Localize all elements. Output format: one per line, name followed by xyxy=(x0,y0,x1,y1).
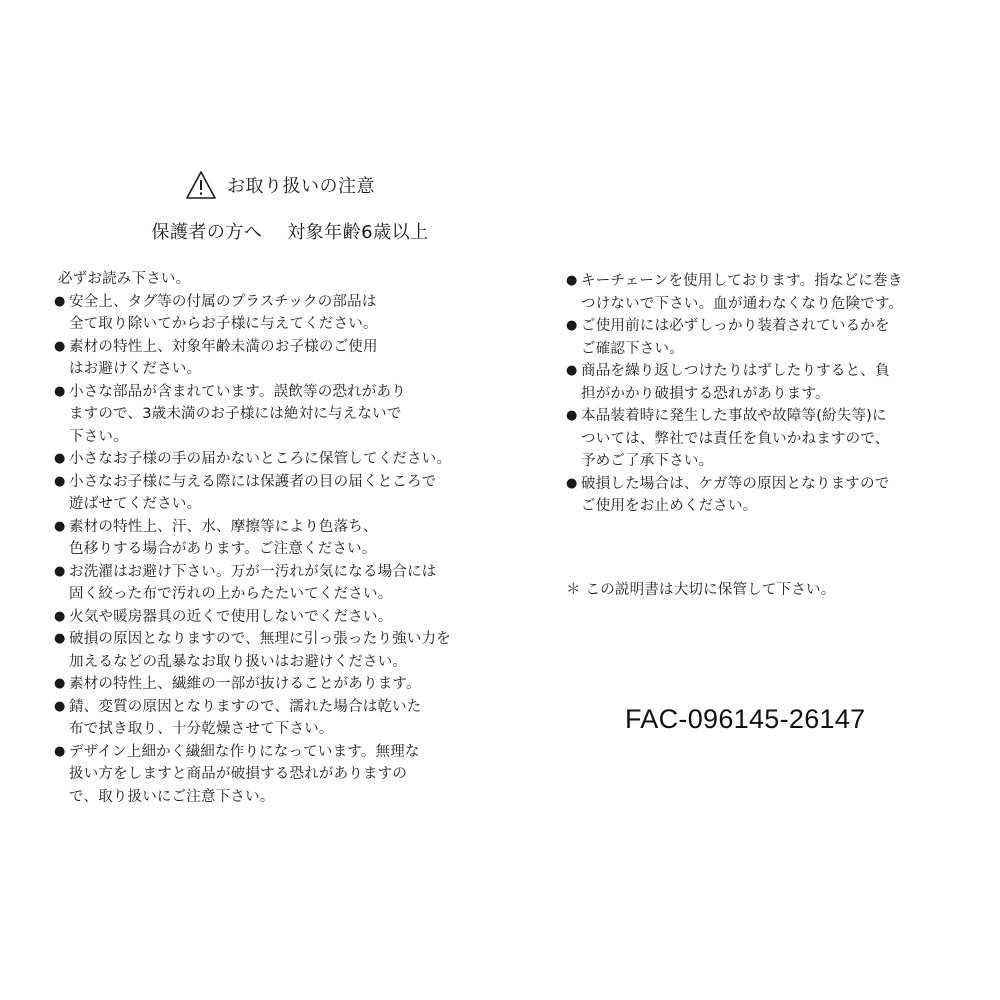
bullet-icon: ● xyxy=(54,383,66,399)
caution-item-text xyxy=(581,405,889,473)
caution-item-text xyxy=(69,291,378,336)
caution-item-text xyxy=(69,516,378,561)
bullet-icon: ● xyxy=(54,473,66,489)
caution-line: キーチェーンを使用しております。指などに巻き xyxy=(581,273,903,289)
bullet-icon: ● xyxy=(54,743,66,759)
caution-line: 小さなお子様に与える際には保護者の目の届くところで xyxy=(69,473,437,490)
caution-item-text xyxy=(581,473,889,518)
caution-line: つけないで下さい。血が通わなくなり危険です。 xyxy=(581,295,904,312)
caution-item xyxy=(566,360,966,405)
caution-item-text xyxy=(69,628,451,673)
caution-line: 商品を繰り返しつけたりはずしたりすると、負 xyxy=(581,363,890,379)
caution-line: はお避けください。 xyxy=(69,361,202,377)
caution-item-text xyxy=(69,606,392,629)
caution-item-text xyxy=(69,741,420,809)
keep-instructions-note: ＊ この説明書は大切に保管して下さい。 xyxy=(566,582,836,598)
caution-item xyxy=(54,561,484,606)
caution-line: 火気や暖房器具の近くで使用しないでください。 xyxy=(69,608,393,625)
caution-line: デザイン上細かく繊細な作りになっています。無理な xyxy=(69,743,420,760)
caution-item xyxy=(54,291,484,336)
bullet-icon: ● xyxy=(54,293,66,309)
caution-item xyxy=(54,448,484,471)
caution-line: ご使用前には必ずしっかり装着されているかを xyxy=(581,318,890,334)
title-row xyxy=(185,170,375,200)
caution-item xyxy=(566,473,966,518)
page-subtitle: 保護者の方へ 対象年齢6歳以上 xyxy=(151,222,429,243)
product-code: FAC-096145-26147 xyxy=(625,704,866,734)
bullet-icon: ● xyxy=(54,608,66,624)
bullet-icon: ● xyxy=(54,451,66,466)
caution-item-text xyxy=(581,315,890,360)
caution-item-text xyxy=(69,673,421,696)
caution-line: 担がかかり破損する恐れがあります。 xyxy=(581,385,830,402)
caution-item-text xyxy=(69,448,451,471)
caution-item xyxy=(566,405,966,473)
caution-line: 布で拭き取り、十分乾燥させて下さい。 xyxy=(69,721,334,737)
notice-header xyxy=(0,170,560,244)
bullet-icon: ● xyxy=(566,273,578,288)
caution-line: で、取り扱いにご注意下さい。 xyxy=(69,788,275,805)
caution-line: ますので、3歳未満のお子様には絶対に与えないで xyxy=(69,406,402,422)
caution-line: ご確認下さい。 xyxy=(581,340,684,357)
bullet-icon: ● xyxy=(54,698,66,714)
caution-item-text xyxy=(69,696,422,741)
caution-line: 破損の原因となりますので、無理に引っ張ったり強い力を xyxy=(69,631,451,647)
caution-line: 安全上、タグ等の付属のプラスチックの部品は xyxy=(69,293,377,310)
caution-line: 色移りする場合があります。ご注意ください。 xyxy=(69,541,377,557)
bullet-icon: ● xyxy=(54,518,66,534)
caution-item xyxy=(54,381,484,449)
caution-line: 錆、変質の原因となりますので、濡れた場合は乾いた xyxy=(69,698,422,715)
caution-item xyxy=(54,516,484,561)
bullet-icon: ● xyxy=(54,676,66,691)
bullet-icon: ● xyxy=(54,563,66,579)
caution-item-text xyxy=(581,360,890,405)
caution-item xyxy=(54,741,484,809)
caution-item xyxy=(54,673,484,696)
caution-line: 素材の特性上、繊維の一部が抜けることがあります。 xyxy=(69,676,421,692)
caution-item xyxy=(54,696,484,741)
caution-line: 本品装着時に発生した事故や故障等(紛失等)に xyxy=(581,408,887,424)
bullet-icon: ● xyxy=(566,318,578,333)
caution-item-text xyxy=(69,336,378,381)
caution-item-text xyxy=(581,270,903,315)
page-title: お取り扱いの注意 xyxy=(227,176,375,197)
caution-line: 遊ばせてください。 xyxy=(69,496,202,512)
caution-line: 加えるなどの乱暴なお取り扱いはお避けください。 xyxy=(69,653,408,670)
caution-line: 扱い方をしますと商品が破損する恐れがありますの xyxy=(69,766,408,782)
caution-item-text xyxy=(69,381,406,449)
caution-item-text xyxy=(69,471,436,516)
caution-line: 予めご了承下さい。 xyxy=(581,453,714,469)
right-column xyxy=(566,270,966,518)
caution-item xyxy=(54,606,484,629)
caution-item xyxy=(54,628,484,673)
caution-item xyxy=(54,336,484,381)
caution-line: 素材の特性上、対象年齢未満のお子様のご使用 xyxy=(69,338,378,355)
caution-line: お洗濯はお避け下さい。万が一汚れが気になる場合には xyxy=(69,563,437,580)
caution-line: 破損した場合は、ケガ等の原因となりますので xyxy=(581,475,890,492)
caution-item xyxy=(566,315,966,360)
caution-item xyxy=(566,270,966,315)
bullet-icon: ● xyxy=(54,338,66,354)
caution-line: 素材の特性上、汗、水、摩擦等により色落ち、 xyxy=(69,518,378,535)
bullet-icon: ● xyxy=(566,363,578,378)
caution-item xyxy=(54,471,484,516)
caution-line: 固く絞った布で汚れの上からたたいてください。 xyxy=(69,586,393,602)
warning-triangle-icon xyxy=(185,170,217,200)
bullet-icon: ● xyxy=(566,408,578,423)
intro-text: 必ずお読み下さい。 xyxy=(58,271,191,287)
caution-item-text xyxy=(69,561,437,606)
caution-line: 下さい。 xyxy=(69,428,128,445)
bullet-icon: ● xyxy=(54,631,66,646)
left-column xyxy=(54,268,484,808)
caution-line: ついては、弊社では責任を負いかねますので、 xyxy=(581,430,890,447)
bullet-icon: ● xyxy=(566,475,578,491)
caution-line: 小さなお子様の手の届かないところに保管してください。 xyxy=(69,451,452,467)
caution-line: 全て取り除いてからお子様に与えてください。 xyxy=(69,316,378,332)
caution-line: 小さな部品が含まれています。誤飲等の恐れがあり xyxy=(69,383,406,400)
caution-line: ご使用をお止めください。 xyxy=(581,498,758,514)
